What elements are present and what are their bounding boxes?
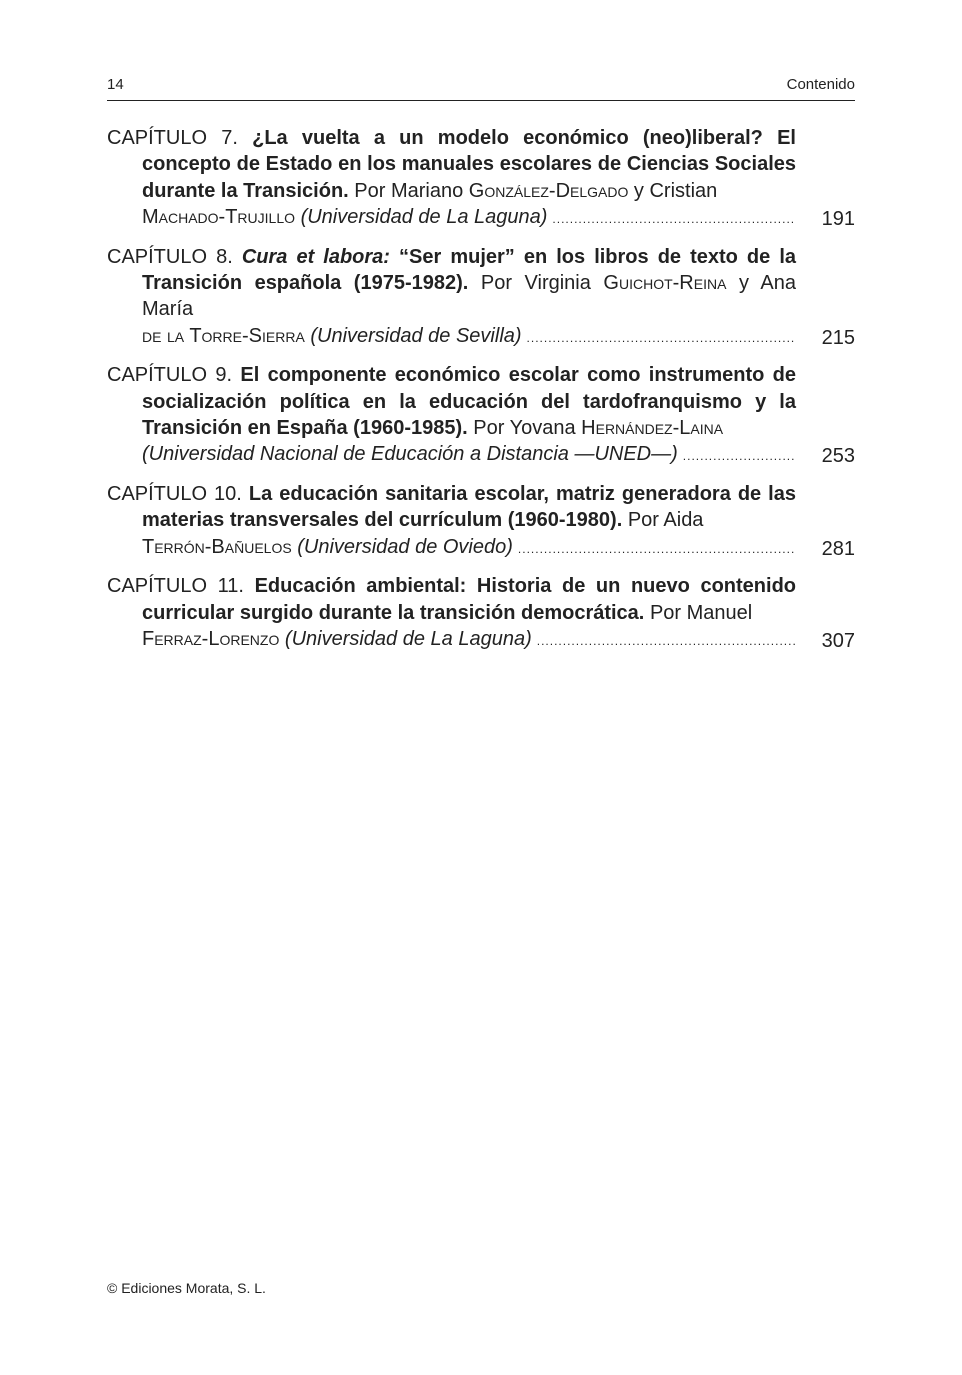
institution: (Universidad de Sevilla) [310, 324, 522, 347]
author-name: Terrón-Bañuelos [142, 535, 292, 558]
chapter-title: “Ser mujer” en los libros de texto de la Transición española (1975-1982). [142, 245, 796, 295]
chapter-title: El componente económico escolar como instrumento de socialización política en la educación del tardofranquismo y la Transición en España (1960-1985). [142, 364, 796, 440]
toc-entry-chapter-7[interactable] [107, 125, 855, 233]
by-text: Por Manuel [649, 601, 753, 624]
institution: (Universidad Nacional de Educación a Distancia —UNED—) [142, 443, 678, 466]
table-of-contents [107, 125, 855, 665]
toc-entry-chapter-11[interactable] [107, 573, 855, 654]
chapter-label: CAPÍTULO 11. [107, 575, 244, 598]
dot-leader [527, 325, 796, 351]
author-name: Ferraz-Lorenzo [142, 627, 280, 650]
author-name: Machado-Trujillo [142, 206, 296, 229]
by-text: Por Yovana [473, 417, 576, 440]
conjunction-text: y Ana María [142, 272, 796, 321]
by-text: Por Virginia [480, 272, 591, 295]
dot-leader [683, 443, 796, 469]
copyright-footer: © Ediciones Morata, S. L. [107, 1280, 266, 1296]
running-header [107, 76, 855, 101]
chapter-label: CAPÍTULO 10. [107, 482, 242, 505]
author-name: González-Delgado [468, 179, 629, 202]
toc-entry-chapter-8[interactable] [107, 244, 855, 352]
page-ref: 307 [821, 629, 855, 652]
author-name: Guichot-Reina [603, 272, 727, 295]
conjunction-text: y Cristian [633, 179, 718, 202]
chapter-title-italic: Cura et labora: [241, 245, 390, 268]
page-ref: 215 [821, 326, 855, 349]
chapter-label: CAPÍTULO 8. [107, 245, 233, 268]
page-number: 14 [107, 76, 124, 93]
dot-leader [537, 628, 796, 654]
section-title: Contenido [786, 76, 855, 93]
toc-entry-chapter-10[interactable] [107, 481, 855, 562]
page-ref: 281 [821, 537, 855, 560]
dot-leader [552, 206, 796, 232]
by-text: Por Mariano [354, 179, 464, 202]
chapter-label: CAPÍTULO 9. [107, 364, 233, 387]
author-name: de la Torre-Sierra [142, 324, 305, 347]
institution: (Universidad de La Laguna) [284, 627, 532, 650]
chapter-title: Educación ambiental: Historia de un nuevo contenido curricular surgido durante la transición democrática. [142, 575, 797, 624]
author-name: Hernández-Laina [581, 417, 724, 440]
chapter-title: ¿La vuelta a un modelo económico (neo)liberal? El concepto de Estado en los manuales escolares de Ciencias Sociales durante la Transición. [142, 127, 796, 202]
chapter-label: CAPÍTULO 7. [107, 127, 238, 149]
page-ref: 253 [821, 445, 855, 468]
institution: (Universidad de Oviedo) [297, 535, 513, 558]
dot-leader [518, 536, 796, 562]
page-ref: 191 [821, 208, 855, 231]
by-text: Por Aida [627, 509, 704, 532]
chapter-title: La educación sanitaria escolar, matriz generadora de las materias transversales del currículum (1960-1980). [142, 482, 796, 532]
toc-entry-chapter-9[interactable] [107, 362, 855, 470]
institution: (Universidad de La Laguna) [300, 206, 548, 229]
